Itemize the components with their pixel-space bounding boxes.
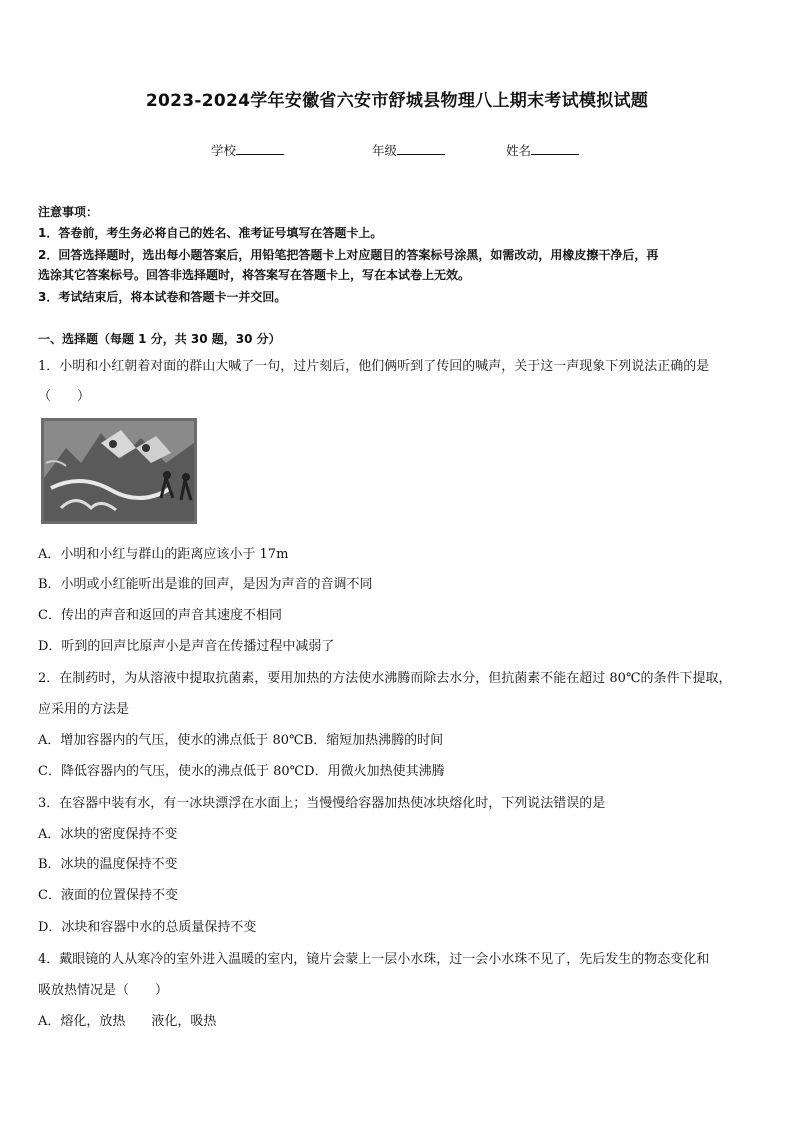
question-stem: 应采用的方法是 (38, 702, 130, 717)
question-stem: 3．在容器中装有水，有一冰块漂浮在水面上；当慢慢给容器加热使冰块熔化时，下列说法错误的是 (38, 796, 606, 811)
question-stem: 2．在制药时，为从溶液中提取抗菌素，要用加热的方法使水沸腾而除去水分，但抗菌素不能在超过 80℃的条件下提取， (38, 671, 732, 686)
notice-item: 2．回答选择题时，选出每小题答案后，用铅笔把答题卡上对应题目的答案标号涂黑，如需改动，用橡皮擦干净后，再 (38, 248, 659, 262)
option: C．降低容器内的气压，使水的沸点低于 80℃D．用微火加热使其沸腾 (38, 764, 445, 779)
notice-item: 选涂其它答案标号。回答非选择题时，将答案写在答题卡上，写在本试卷上无效。 (38, 268, 471, 282)
option: A．小明和小红与群山的距离应该小于 17m (38, 547, 289, 562)
grade-label: 年级 (372, 143, 398, 158)
school-label: 学校 (211, 143, 237, 158)
section-heading: 一、选择题（每题 1 分，共 30 题，30 分） (38, 332, 281, 346)
question-stem: 吸放热情况是（ ） (38, 983, 169, 998)
exam-title: 2023-2024学年安徽省六安市舒城县物理八上期末考试模拟试题 (145, 91, 649, 111)
option: D．冰块和容器中水的总质量保持不变 (38, 920, 257, 935)
question-stem: 1．小明和小红朝着对面的群山大喊了一句，过片刻后，他们俩听到了传回的喊声，关于这一声现象下列说法正确的是 (38, 359, 710, 374)
notice-item: 3．考试结束后，将本试卷和答题卡一并交回。 (38, 290, 287, 304)
question-stem: 4．戴眼镜的人从寒冷的室外进入温暖的室内，镜片会蒙上一层小水珠，过一会小水珠不见了，先后发生的物态变化和 (38, 952, 710, 967)
mountain-echo-illustration (41, 418, 197, 524)
school-field (211, 141, 284, 159)
option: D．听到的回声比原声小是声音在传播过程中减弱了 (38, 639, 335, 654)
grade-blank (397, 143, 445, 155)
option: A．熔化，放热 液化，吸热 (38, 1014, 217, 1029)
name-label: 姓名 (506, 143, 532, 158)
name-blank (531, 143, 579, 155)
option: A．增加容器内的气压，使水的沸点低于 80℃B．缩短加热沸腾的时间 (38, 733, 444, 748)
option: C．传出的声音和返回的声音其速度不相同 (38, 608, 282, 623)
school-blank (236, 143, 284, 155)
notice-item: 1．答卷前，考生务必将自己的姓名、准考证号填写在答题卡上。 (38, 226, 383, 240)
name-field (506, 141, 579, 159)
option: C．液面的位置保持不变 (38, 888, 178, 903)
grade-field (372, 141, 445, 159)
notice-heading: 注意事项： (38, 205, 99, 219)
option: B．冰块的温度保持不变 (38, 857, 178, 872)
option: B．小明或小红能听出是谁的回声，是因为声音的音调不同 (38, 577, 373, 592)
option: A．冰块的密度保持不变 (38, 827, 178, 842)
question-stem: （ ） (38, 389, 91, 404)
